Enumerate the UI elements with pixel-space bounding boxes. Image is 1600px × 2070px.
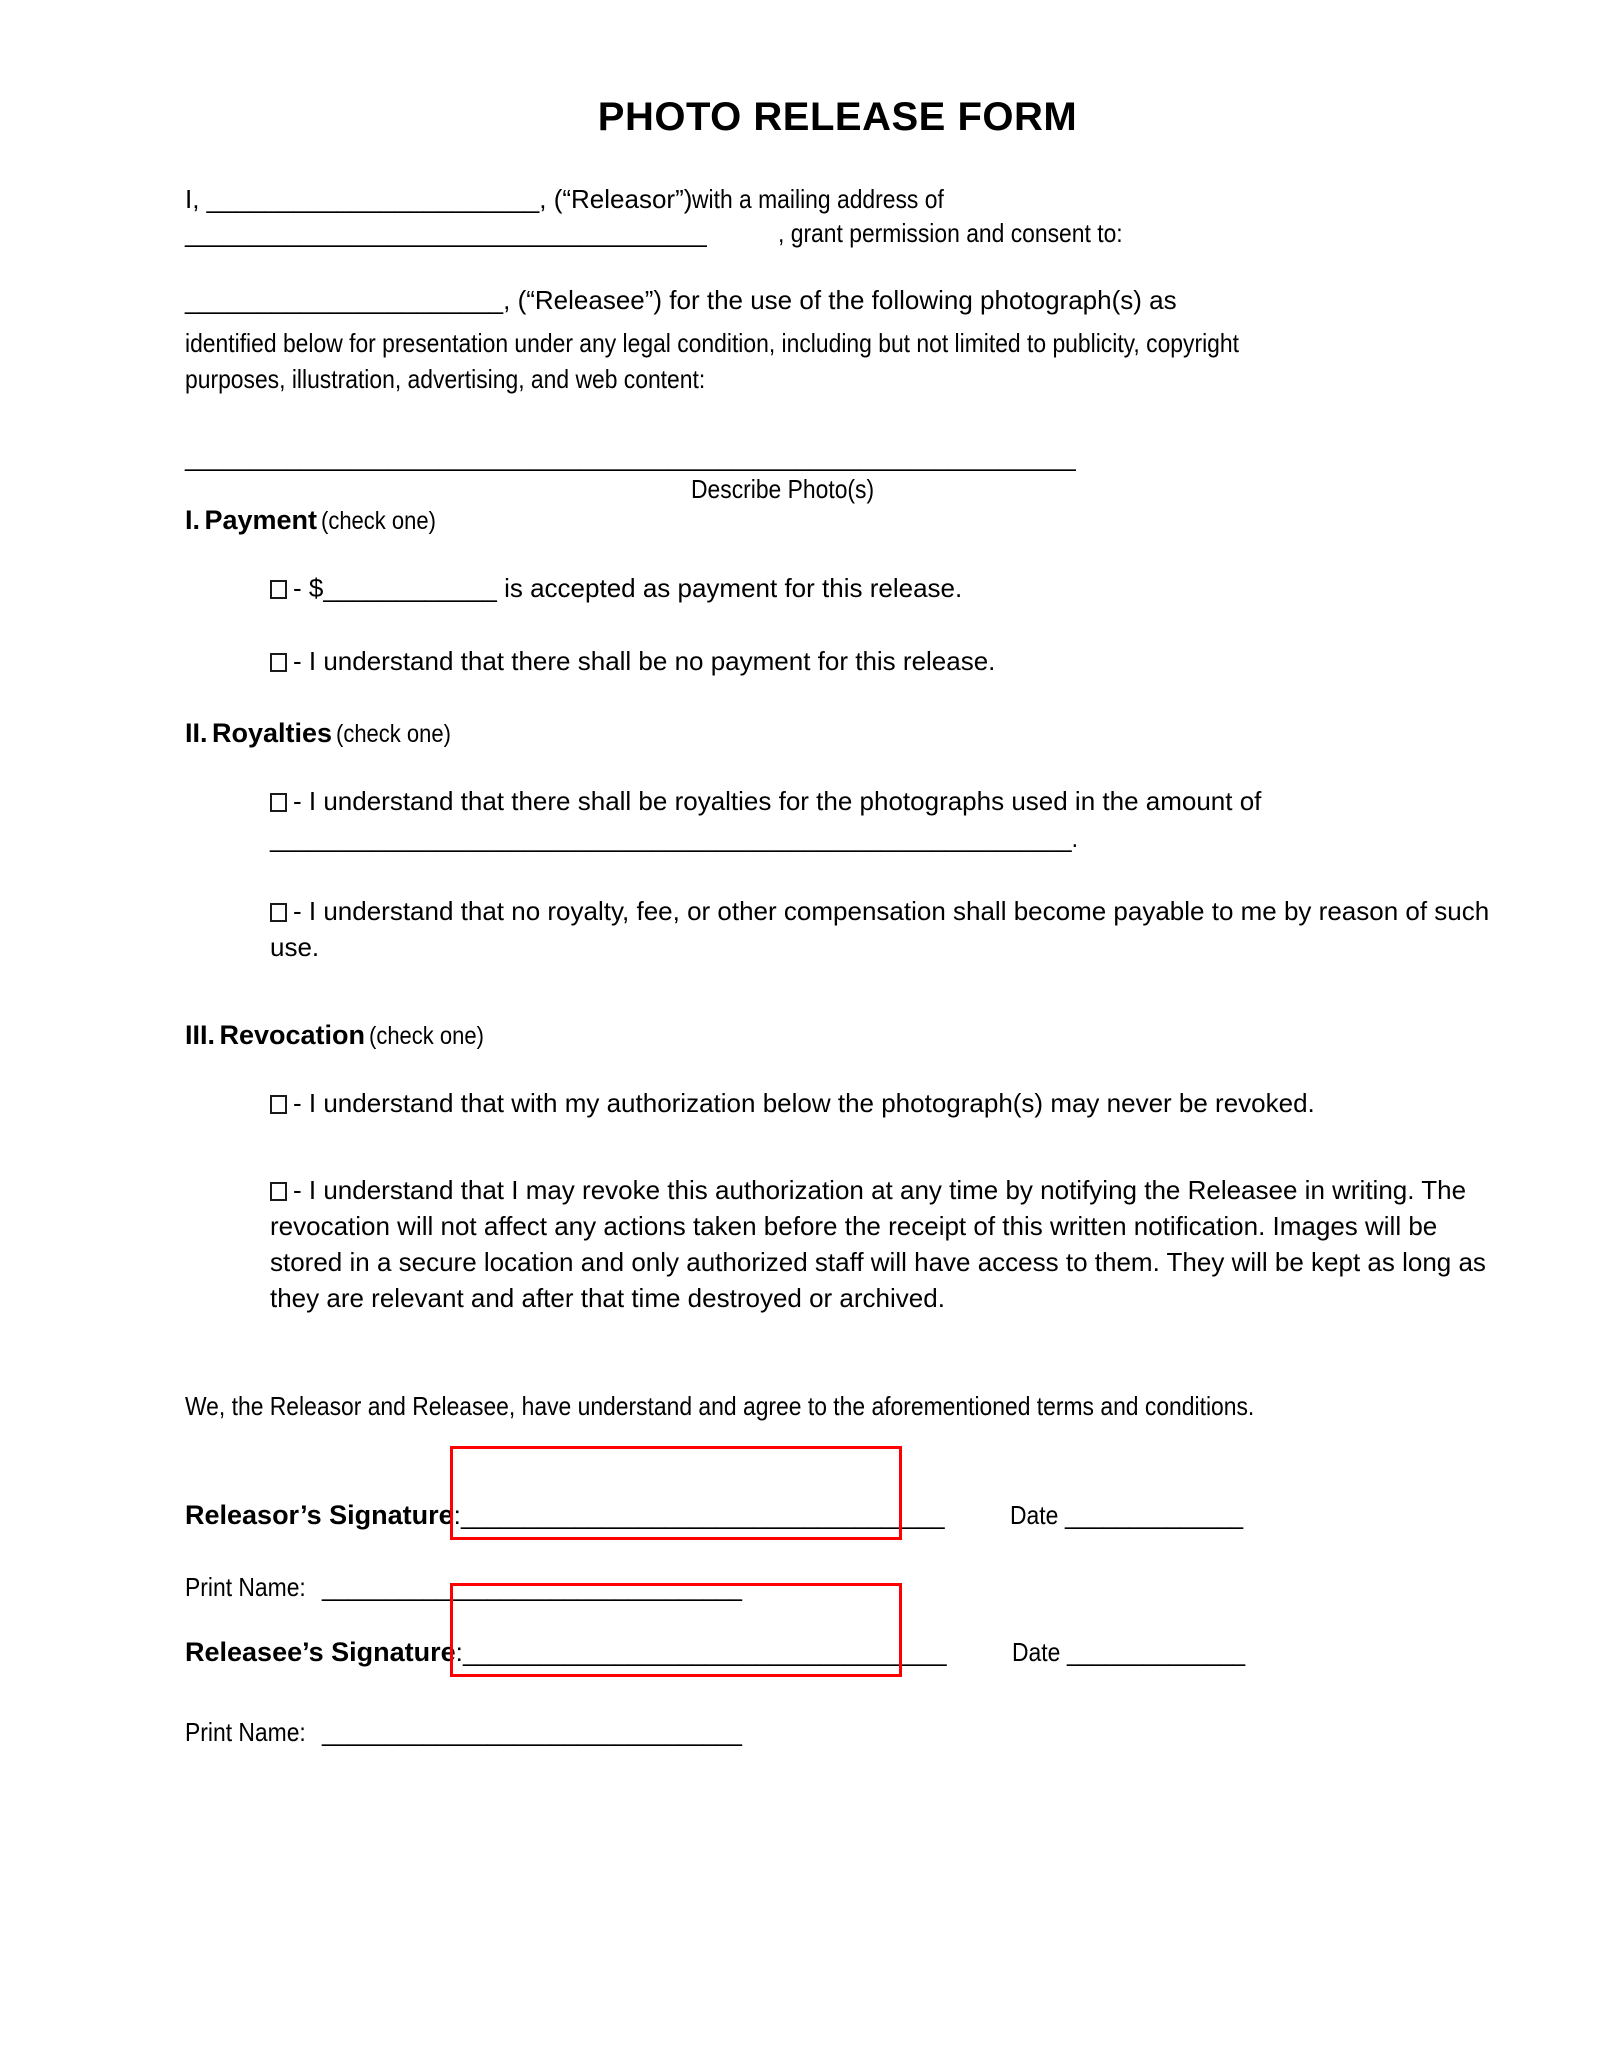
section-title-royalties: Royalties: [211, 718, 333, 748]
releasor-print-name-label: Print Name:: [185, 1572, 306, 1602]
document-content: [185, 0, 1490, 1747]
payment-option-1-label: - $____________ is accepted as payment for this release.: [293, 573, 963, 603]
releasor-print-name-line[interactable]: _________________________________: [322, 1572, 743, 1602]
checkbox-payment-none[interactable]: [270, 653, 287, 672]
agreement-paragraph-text: We, the Releasor and Releasee, have understand and agree to the aforementioned terms and conditions.: [185, 1391, 1255, 1421]
section-number-royalties: II.: [185, 718, 208, 748]
section-hint-revocation: (check one): [369, 1022, 485, 1050]
revocation-option-2-label: - I understand that I may revoke this authorization at any time by notifying the Releasee in writing. The revocation will not affect any actions taken before the receipt of this written notification. Images will be stored in a secure location and only authorized staff will have access to them. They will be kept as long as they are relevant and after that time destroyed or archived.: [270, 1175, 1486, 1313]
releasor-signature-label: Releasor’s Signature: [185, 1500, 454, 1530]
releasor-intro-line: [185, 182, 1495, 216]
releasor-intro-prefix: I,: [185, 184, 207, 214]
releasee-print-name-row: [185, 1715, 1495, 1749]
checkbox-payment-amount[interactable]: [270, 580, 287, 599]
revocation-option-1-label: - I understand that with my authorization below the photograph(s) may never be revoked.: [293, 1088, 1315, 1118]
section-heading-royalties: [185, 718, 467, 749]
royalties-amount-blank[interactable]: [270, 820, 1490, 856]
checkbox-revocation-never[interactable]: [270, 1095, 287, 1114]
describe-photos-caption-text: Describe Photo(s): [690, 474, 875, 504]
checkbox-royalties-amount[interactable]: [270, 793, 287, 812]
section-heading-payment: [185, 505, 452, 536]
revocation-option-1[interactable]: [270, 1085, 1490, 1121]
releasor-signature-highlight-box[interactable]: [450, 1446, 902, 1540]
releasee-signature-line[interactable]: ______________________________________: [462, 1637, 947, 1667]
describe-photos-rule-text: ______________________________________________________________________: [185, 442, 1076, 472]
releasee-signature-row: [185, 1635, 1495, 1669]
photo-use-paragraph: [185, 325, 1495, 397]
releasor-signature-row: [185, 1498, 1495, 1532]
describe-photos-caption: [185, 472, 1405, 506]
photo-use-paragraph-text: identified below for presentation under any legal condition, including but not limited to publicity, copyright purposes, illustration, advertising, and web content:: [185, 328, 1239, 394]
releasee-signature-colon: :: [455, 1637, 463, 1667]
releasee-intro-line: [185, 283, 1495, 317]
releasor-address-line: [185, 216, 1495, 250]
releasee-intro-suffix: , (“Releasee”) for the use of the following photograph(s) as: [503, 285, 1177, 315]
releasee-date-label: Date: [1012, 1637, 1061, 1667]
checkbox-royalties-none[interactable]: [270, 903, 287, 922]
releasor-intro-suffix-wide: , (“Releasor”): [539, 184, 693, 214]
releasor-signature-line[interactable]: ______________________________________: [460, 1500, 945, 1530]
payment-option-1[interactable]: [270, 570, 1490, 606]
grant-permission-text: , grant permission and consent to:: [777, 218, 1123, 248]
section-title-revocation: Revocation: [219, 1020, 366, 1050]
releasee-name-blank[interactable]: ______________________: [185, 285, 504, 315]
releasee-signature-label: Releasee’s Signature: [185, 1637, 456, 1667]
section-title-payment: Payment: [204, 505, 318, 535]
agreement-paragraph: [185, 1388, 1445, 1424]
royalties-option-1[interactable]: [270, 783, 1490, 819]
section-heading-revocation: [185, 1020, 500, 1051]
payment-option-2-label: - I understand that there shall be no payment for this release.: [293, 646, 996, 676]
releasor-signature-colon: :: [453, 1500, 461, 1530]
describe-photos-blank[interactable]: [185, 440, 1405, 474]
section-number-revocation: III.: [185, 1020, 216, 1050]
releasee-date-line[interactable]: ______________: [1067, 1637, 1246, 1667]
section-hint-royalties: (check one): [336, 720, 452, 748]
royalties-option-2[interactable]: [270, 893, 1490, 965]
revocation-option-2[interactable]: [270, 1172, 1490, 1316]
releasee-print-name-line[interactable]: _________________________________: [322, 1717, 743, 1747]
releasor-address-blank[interactable]: _________________________________________: [185, 218, 707, 248]
royalties-option-2-label: - I understand that no royalty, fee, or other compensation shall become payable to me by reason of such use.: [270, 896, 1490, 962]
royalties-option-1-label: - I understand that there shall be royalties for the photographs used in the amount of: [293, 786, 1262, 816]
section-number-payment: I.: [185, 505, 201, 535]
releasee-print-name-label: Print Name:: [185, 1717, 306, 1747]
releasor-date-label: Date: [1010, 1500, 1059, 1530]
releasor-date-line[interactable]: ______________: [1065, 1500, 1244, 1530]
payment-option-2[interactable]: [270, 643, 1490, 679]
checkbox-revocation-anytime[interactable]: [270, 1182, 287, 1201]
releasor-mailing-address-text: with a mailing address of: [692, 184, 945, 214]
releasee-signature-highlight-box[interactable]: [450, 1583, 902, 1677]
section-hint-payment: (check one): [321, 507, 437, 535]
royalties-amount-blank-text: _______________________________________________________________.: [270, 823, 1079, 853]
page-title: PHOTO RELEASE FORM: [597, 95, 1078, 139]
releasor-name-blank[interactable]: _______________________: [206, 184, 540, 214]
